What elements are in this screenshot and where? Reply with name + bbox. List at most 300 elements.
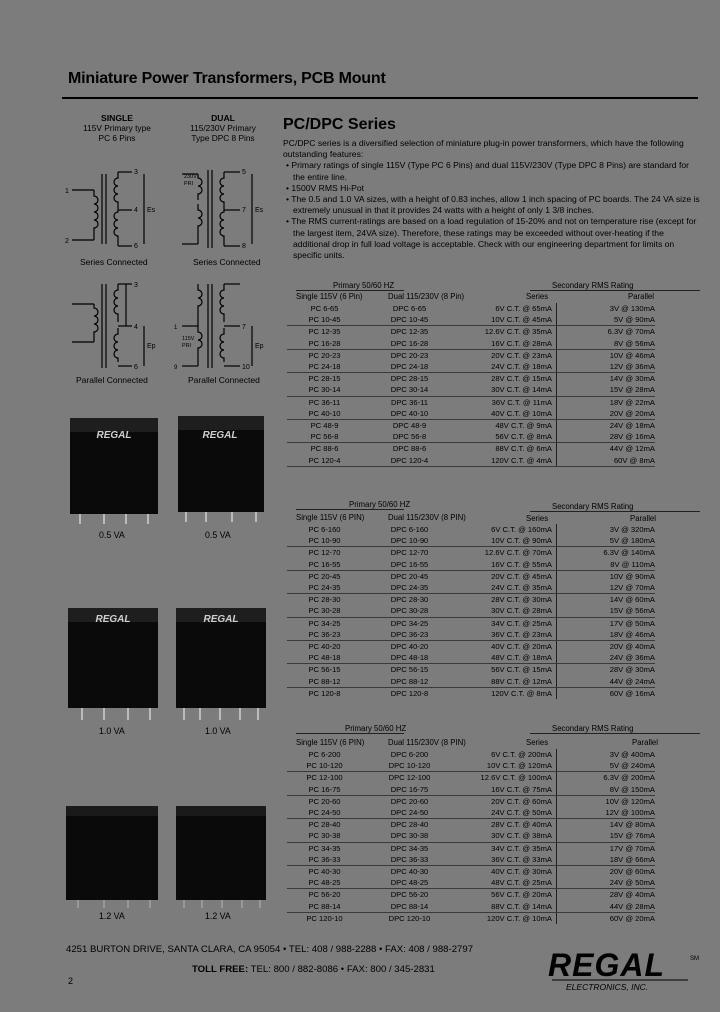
parallel-rating: 5V @ 90mA [557, 314, 656, 326]
single-header [72, 113, 162, 143]
dual-line2: Type DPC 8 Pins [191, 133, 255, 143]
table1 [287, 303, 655, 467]
single-part: PC 6-160 [308, 525, 341, 534]
parallel-rating: 6.3V @ 200mA [603, 773, 655, 783]
table-row [287, 877, 655, 889]
table-row [287, 384, 655, 396]
dual-part: DPC 30-14 [362, 384, 457, 396]
parallel-rating: 8V @ 56mA [557, 338, 656, 350]
table-row [287, 373, 655, 385]
series-rating: 34V C.T. @ 35mA [457, 842, 557, 854]
v115-label: 115V [182, 336, 195, 342]
series-rating: 10V C.T. @ 90mA [457, 535, 557, 547]
single-part: PC 24-50 [287, 807, 362, 819]
intro-bullet: • 1500V RMS Hi-Pot [286, 182, 365, 193]
table2-primary-header: Primary 50/60 HZ [349, 500, 411, 509]
single-part: PC 6-200 [308, 750, 341, 759]
footer-tollfree [192, 964, 435, 975]
parallel-rating: 28V @ 16mA [557, 431, 656, 443]
intro-bullet: • The 0.5 and 1.0 VA sizes, with a height of 0.83 inches, allow 1 inch spacing of PC boards. The 24 VA size is extremely unusual in that it provides 24 watts with a height of only 1 3/8 inches. [286, 194, 700, 216]
regal-logo [546, 946, 706, 992]
single-part: PC 16-28 [287, 338, 362, 350]
dual-part: DPC 30-28 [362, 605, 457, 617]
single-part: PC 48-18 [287, 652, 362, 664]
single-parallel-schematic [60, 278, 160, 374]
parallel-rating: 60V @ 20mA [609, 913, 655, 923]
single-part: PC 20-23 [308, 350, 341, 360]
single-part: PC 30-14 [287, 384, 362, 396]
parallel-rating: 14V @ 60mA [609, 595, 655, 605]
series-rating: 56V C.T. @ 15mA [457, 664, 557, 676]
logo-text: REGAL [548, 947, 665, 983]
toll-free-numbers: TEL: 800 / 882-8086 • FAX: 800 / 345-2831 [250, 964, 435, 975]
single-part: PC 16-75 [287, 784, 362, 796]
pc-1-2va-photo [64, 804, 164, 912]
pin-1-par: 1 [174, 325, 178, 331]
single-part: PC 6-65 [310, 304, 339, 313]
dual-part: DPC 6-65 [392, 304, 427, 313]
parallel-rating: 17V @ 50mA [609, 618, 655, 628]
single-part: PC 12-70 [308, 548, 341, 558]
dual-part: DPC 36-11 [390, 397, 428, 407]
single-part: PC 40-10 [287, 408, 362, 420]
parallel-rating: 20V @ 20mA [557, 408, 656, 420]
table-row [287, 676, 655, 688]
series-rating: 56V C.T. @ 20mA [457, 889, 557, 901]
parallel-rating: 24V @ 18mA [609, 421, 655, 431]
dual-part: DPC 12-100 [388, 773, 431, 783]
table-row [287, 664, 655, 676]
table-row [287, 443, 655, 455]
parallel-rating: 14V @ 30mA [609, 374, 655, 384]
table-row [287, 396, 655, 408]
regal-brand-text: REGAL [96, 430, 132, 441]
parallel-rating: 60V @ 16mA [609, 688, 655, 698]
series-rating: 10V C.T. @ 120mA [457, 760, 557, 772]
table-row [287, 547, 655, 559]
pin-6b: 6 [134, 364, 138, 371]
single-part: PC 20-60 [308, 796, 341, 806]
parallel-caption-single: Parallel Connected [76, 375, 148, 385]
single-part: PC 36-11 [308, 397, 341, 407]
es-label-dual: Es [255, 207, 264, 214]
single-part: PC 12-35 [308, 327, 341, 337]
pin-8: 8 [242, 243, 246, 250]
parallel-rating: 12V @ 36mA [557, 361, 656, 373]
parallel-rating: 3V @ 320mA [609, 525, 655, 534]
parallel-rating: 12V @ 100mA [557, 807, 656, 819]
dual-part: DPC 28-30 [390, 595, 429, 605]
single-part: PC 88-6 [310, 444, 339, 454]
table-row [287, 842, 655, 854]
parallel-rating: 24V @ 50mA [557, 877, 656, 889]
series-rating: 10V C.T. @ 45mA [457, 314, 557, 326]
logo-mark: SM [690, 956, 699, 962]
single-part: PC 30-28 [287, 605, 362, 617]
table-row [287, 349, 655, 361]
dpc-0-5va-photo [172, 408, 272, 526]
dual-part: DPC 12-70 [390, 548, 429, 558]
table-row [287, 303, 655, 314]
parallel-rating: 15V @ 56mA [557, 605, 656, 617]
table2-single-header: Single 115V (6 PIN) [296, 513, 365, 522]
single-part: PC 28-30 [308, 595, 341, 605]
single-part: PC 30-38 [287, 830, 362, 842]
single-part: PC 40-30 [308, 867, 341, 877]
dual-part: DPC 16-55 [362, 559, 457, 571]
pin-1: 1 [65, 188, 69, 195]
pri-label-2: PRI [182, 343, 192, 349]
va-label-0-5-single: 0.5 VA [99, 530, 125, 540]
table-row [287, 652, 655, 664]
table3-single-header: Single 115V (6 PIN) [296, 738, 365, 747]
dual-parallel-schematic [168, 278, 278, 374]
table3-dual-header: Dual 115/230V (8 PIN) [388, 738, 466, 747]
single-series-schematic [60, 160, 160, 260]
table2-dual-header: Dual 115/230V (8 PIN) [388, 513, 466, 522]
pin-5: 5 [242, 169, 246, 176]
dual-part: DPC 16-28 [362, 338, 457, 350]
regal-brand-text: REGAL [202, 430, 238, 441]
table-row [287, 784, 655, 796]
series-rating: 16V C.T. @ 55mA [457, 559, 557, 571]
intro-bullet-text: The RMS current-ratings are based on a load regulation of 15-20% and not on temperature rise (except for the largest item, 24VA size). Therefore, these ratings may be exceeded without over-heating if the additional drop in full load voltage is acceptable. Check with our engineering department for limits on specific units. [291, 216, 697, 261]
dual-line1: 115/230V Primary [190, 123, 256, 133]
series-rating: 36V C.T. @ 23mA [457, 629, 557, 641]
table3 [287, 749, 655, 924]
series-heading: PC/DPC Series [283, 116, 396, 133]
single-part: PC 10-45 [287, 314, 362, 326]
table-row [287, 559, 655, 571]
series-rating: 24V C.T. @ 50mA [457, 807, 557, 819]
pin-4: 4 [134, 207, 138, 214]
dual-part: DPC 24-50 [362, 807, 457, 819]
dual-part: DPC 16-75 [362, 784, 457, 796]
series-rating: 30V C.T. @ 38mA [457, 830, 557, 842]
single-part: PC 20-45 [308, 571, 341, 581]
parallel-rating: 8V @ 150mA [557, 784, 656, 796]
table-row [287, 819, 655, 831]
pc-0-5va-photo [64, 408, 164, 526]
dual-part: DPC 34-25 [390, 618, 429, 628]
ep-label-dual: Ep [255, 343, 264, 350]
series-rating: 56V C.T. @ 8mA [457, 431, 557, 443]
dual-part: DPC 56-8 [362, 431, 457, 443]
dual-part: DPC 120-8 [390, 688, 429, 698]
series-rating: 28V C.T. @ 40mA [457, 819, 557, 831]
dual-header [178, 113, 268, 143]
single-part: PC 10-90 [287, 535, 362, 547]
single-part: PC 28-40 [308, 820, 341, 830]
table-row [287, 594, 655, 606]
parallel-rating: 14V @ 80mA [609, 820, 655, 830]
series-rating: 24V C.T. @ 18mA [457, 361, 557, 373]
parallel-rating: 6.3V @ 70mA [607, 327, 655, 337]
single-line1: 115V Primary type [83, 123, 151, 133]
table-row [287, 455, 655, 467]
table2-series-header: Series [526, 514, 549, 523]
parallel-rating: 12V @ 70mA [557, 582, 656, 594]
table-row [287, 807, 655, 819]
series-rating: 120V C.T. @ 4mA [457, 455, 557, 467]
table-row [287, 617, 655, 629]
dual-part: DPC 88-14 [362, 901, 457, 913]
table1-parallel-header: Parallel [628, 292, 655, 301]
series-rating: 30V C.T. @ 14mA [457, 384, 557, 396]
pin-4b: 4 [134, 324, 138, 331]
pin-7b: 7 [242, 324, 246, 331]
dual-part: DPC 10-45 [362, 314, 457, 326]
dual-part: DPC 6-160 [390, 525, 429, 534]
va-label-1-2-dual: 1.2 VA [205, 911, 231, 921]
single-part: PC 40-20 [308, 642, 341, 652]
parallel-rating: 10V @ 46mA [609, 350, 655, 360]
series-rating: 120V C.T. @ 8mA [457, 687, 557, 699]
single-part: PC 56-20 [308, 890, 341, 900]
parallel-rating: 24V @ 36mA [557, 652, 656, 664]
intro-bullet-text: The 0.5 and 1.0 VA sizes, with a height of 0.83 inches, allow 1 inch spacing of PC boards. The 24 VA size is extremely unusual in that it provides 24 watts with a height of only 1 3/8 inches. [291, 194, 700, 216]
parallel-rating: 15V @ 76mA [557, 830, 656, 842]
parallel-rating: 17V @ 70mA [609, 843, 655, 853]
parallel-rating: 10V @ 120mA [605, 796, 655, 806]
series-rating: 36V C.T. @ 11mA [457, 396, 557, 408]
dual-part: DPC 6-200 [390, 750, 429, 759]
single-part: PC 120-10 [306, 913, 343, 923]
dual-part: DPC 20-23 [390, 350, 429, 360]
table-row [287, 901, 655, 913]
table-row [287, 431, 655, 443]
table-row [287, 912, 655, 924]
series-rating: 48V C.T. @ 18mA [457, 652, 557, 664]
pc-1-0va-photo [64, 602, 164, 724]
parallel-rating: 44V @ 24mA [557, 676, 656, 688]
single-part: PC 88-12 [287, 676, 362, 688]
dpc-1-2va-photo [172, 804, 272, 912]
series-rating: 28V C.T. @ 15mA [457, 373, 557, 385]
table-row [287, 361, 655, 373]
series-rating: 40V C.T. @ 30mA [457, 866, 557, 878]
single-part: PC 36-33 [287, 854, 362, 866]
dual-part: DPC 10-90 [362, 535, 457, 547]
va-label-0-5-dual: 0.5 VA [205, 530, 231, 540]
parallel-rating: 18V @ 22mA [609, 397, 655, 407]
single-part: PC 36-23 [287, 629, 362, 641]
dual-part: DPC 24-18 [362, 361, 457, 373]
intro-bullet-text: Primary ratings of single 115V (Type PC 6 Pins) and dual 115V/230V (Type DPC 8 Pins) are standard for the entire line. [291, 160, 689, 182]
series-rating: 40V C.T. @ 10mA [457, 408, 557, 420]
table-row [287, 524, 655, 535]
series-rating: 48V C.T. @ 9mA [457, 420, 557, 432]
table-row [287, 889, 655, 901]
table-row [287, 338, 655, 350]
parallel-rating: 5V @ 240mA [557, 760, 656, 772]
toll-free-label: TOLL FREE: [192, 964, 249, 975]
parallel-rating: 5V @ 180mA [557, 535, 656, 547]
table1-dual-header: Dual 115/230V (8 Pin) [388, 292, 465, 301]
single-part: PC 56-8 [287, 431, 362, 443]
pin-3: 3 [134, 169, 138, 176]
parallel-rating: 44V @ 12mA [609, 444, 655, 454]
dual-part: DPC 56-15 [390, 665, 429, 675]
pin-3b: 3 [134, 282, 138, 289]
single-part: PC 24-18 [287, 361, 362, 373]
parallel-rating: 3V @ 130mA [609, 304, 655, 313]
dual-part: DPC 48-18 [362, 652, 457, 664]
parallel-rating: 60V @ 8mA [557, 455, 656, 467]
series-rating: 36V C.T. @ 33mA [457, 854, 557, 866]
series-rating: 6V C.T. @ 200mA [457, 749, 557, 760]
series-rating: 88V C.T. @ 12mA [457, 676, 557, 688]
dual-part: DPC 120-4 [362, 455, 457, 467]
dual-part: DPC 40-30 [390, 867, 429, 877]
page-title: Miniature Power Transformers, PCB Mount [68, 70, 386, 87]
series-rating: 20V C.T. @ 23mA [457, 349, 557, 361]
series-rating: 30V C.T. @ 28mA [457, 605, 557, 617]
table-row [287, 326, 655, 338]
series-rating: 24V C.T. @ 35mA [457, 582, 557, 594]
series-rating: 88V C.T. @ 14mA [457, 901, 557, 913]
intro-text [283, 138, 703, 261]
table1-series-header: Series [526, 292, 549, 301]
v230-label: 230V [184, 174, 197, 180]
series-rating: 120V C.T. @ 10mA [457, 912, 557, 924]
series-rating: 48V C.T. @ 25mA [457, 877, 557, 889]
table2-secondary-header: Secondary RMS Rating [552, 502, 634, 511]
dual-part: DPC 40-10 [362, 408, 457, 420]
pin-9: 9 [174, 365, 178, 371]
dual-part: DPC 10-120 [362, 760, 457, 772]
dual-part: DPC 40-20 [390, 642, 429, 652]
series-rating: 12.6V C.T. @ 35mA [457, 326, 557, 338]
table-row [287, 629, 655, 641]
single-part: PC 34-25 [308, 618, 341, 628]
table2-parallel-header: Parallel [630, 514, 657, 523]
single-part: PC 88-14 [287, 901, 362, 913]
table-row [287, 830, 655, 842]
table3-rule [296, 733, 404, 734]
parallel-caption-dual: Parallel Connected [188, 375, 260, 385]
footer-address: 4251 BURTON DRIVE, SANTA CLARA, CA 95054 • TEL: 408 / 988-2288 • FAX: 408 / 988-2797 [66, 944, 474, 955]
single-part: PC 120-4 [287, 455, 362, 467]
series-rating: 20V C.T. @ 60mA [457, 795, 557, 807]
pin-10: 10 [242, 364, 250, 371]
ep-label: Ep [147, 343, 156, 350]
dual-part: DPC 88-6 [392, 444, 427, 454]
table1-rule [296, 290, 404, 291]
series-rating: 12.6V C.T. @ 70mA [457, 547, 557, 559]
table-row [287, 687, 655, 699]
parallel-rating: 3V @ 400mA [609, 750, 655, 759]
dual-part: DPC 20-45 [390, 571, 429, 581]
table-row [287, 408, 655, 420]
table-row [287, 795, 655, 807]
table1-primary-header: Primary 50/60 HZ [333, 281, 395, 290]
series-rating: 34V C.T. @ 25mA [457, 617, 557, 629]
table-row [287, 641, 655, 653]
single-part: PC 16-55 [287, 559, 362, 571]
logo-sub: ELECTRONICS, INC. [566, 982, 649, 992]
parallel-rating: 18V @ 46mA [557, 629, 656, 641]
table-row [287, 570, 655, 582]
table3-secondary-header: Secondary RMS Rating [552, 724, 634, 733]
series-caption-single: Series Connected [80, 257, 148, 267]
dual-part: DPC 48-9 [392, 421, 427, 431]
dual-part: DPC 36-23 [362, 629, 457, 641]
dual-part: DPC 24-35 [362, 582, 457, 594]
dual-part: DPC 48-25 [362, 877, 457, 889]
single-line2: PC 6 Pins [98, 133, 136, 143]
dual-series-schematic [168, 160, 278, 260]
regal-brand-text: REGAL [203, 614, 239, 625]
pin-7: 7 [242, 207, 246, 214]
regal-brand-text: REGAL [95, 614, 131, 625]
series-rating: 6V C.T. @ 160mA [457, 524, 557, 535]
single-part: PC 48-25 [287, 877, 362, 889]
page-number: 2 [68, 976, 74, 986]
dual-part: DPC 36-33 [362, 854, 457, 866]
table1-rule [530, 290, 700, 291]
single-part: PC 12-100 [306, 773, 343, 783]
table2-rule [530, 511, 700, 512]
dual-part: DPC 88-12 [362, 676, 457, 688]
parallel-rating: 15V @ 28mA [557, 384, 656, 396]
dual-part: DPC 12-35 [390, 327, 429, 337]
table-row [287, 749, 655, 760]
es-label: Es [147, 207, 156, 214]
series-rating: 28V C.T. @ 30mA [457, 594, 557, 606]
table-row [287, 535, 655, 547]
parallel-rating: 18V @ 66mA [557, 854, 656, 866]
series-caption-dual: Series Connected [193, 257, 261, 267]
pin-6: 6 [134, 243, 138, 250]
parallel-rating: 6.3V @ 140mA [603, 548, 655, 558]
single-part: PC 24-35 [287, 582, 362, 594]
va-label-1-0-dual: 1.0 VA [205, 726, 231, 736]
dual-part: DPC 20-60 [390, 796, 429, 806]
parallel-rating: 28V @ 30mA [609, 665, 655, 675]
series-rating: 16V C.T. @ 28mA [457, 338, 557, 350]
series-rating: 20V C.T. @ 45mA [457, 570, 557, 582]
dual-part: DPC 28-40 [390, 820, 429, 830]
table-row [287, 866, 655, 878]
parallel-rating: 8V @ 110mA [557, 559, 656, 571]
parallel-rating: 20V @ 60mA [609, 867, 655, 877]
single-part: PC 28-15 [308, 374, 341, 384]
intro-paragraph: PC/DPC series is a diversified selection of miniature plug-in power transformers, which have the following outstanding features: [283, 138, 684, 160]
table-row [287, 772, 655, 784]
intro-bullet: • The RMS current-ratings are based on a load regulation of 15-20% and not on temperature rise (except for the largest item, 24VA size). Therefore, these ratings may be exceeded without over-heating if the additional drop in full load voltage is acceptable. Check with our engineering department for limits on specific units. [286, 216, 697, 261]
dpc-1-0va-photo [172, 602, 272, 724]
table1-secondary-header: Secondary RMS Rating [552, 281, 634, 290]
series-rating: 12.6V C.T. @ 100mA [457, 772, 557, 784]
pin-2: 2 [65, 238, 69, 245]
table3-primary-header: Primary 50/60 HZ [345, 724, 407, 733]
series-rating: 88V C.T. @ 6mA [457, 443, 557, 455]
parallel-rating: 20V @ 40mA [609, 642, 655, 652]
table-row [287, 420, 655, 432]
single-part: PC 120-8 [308, 688, 341, 698]
dual-part: DPC 56-20 [390, 890, 429, 900]
dual-part: DPC 28-15 [390, 374, 429, 384]
single-part: PC 48-9 [310, 421, 339, 431]
single-heading: SINGLE [101, 113, 133, 123]
table2 [287, 524, 655, 699]
va-label-1-2-single: 1.2 VA [99, 911, 125, 921]
table3-rule [530, 733, 700, 734]
parallel-rating: 28V @ 40mA [609, 890, 655, 900]
single-part: PC 34-35 [308, 843, 341, 853]
va-label-1-0-single: 1.0 VA [99, 726, 125, 736]
